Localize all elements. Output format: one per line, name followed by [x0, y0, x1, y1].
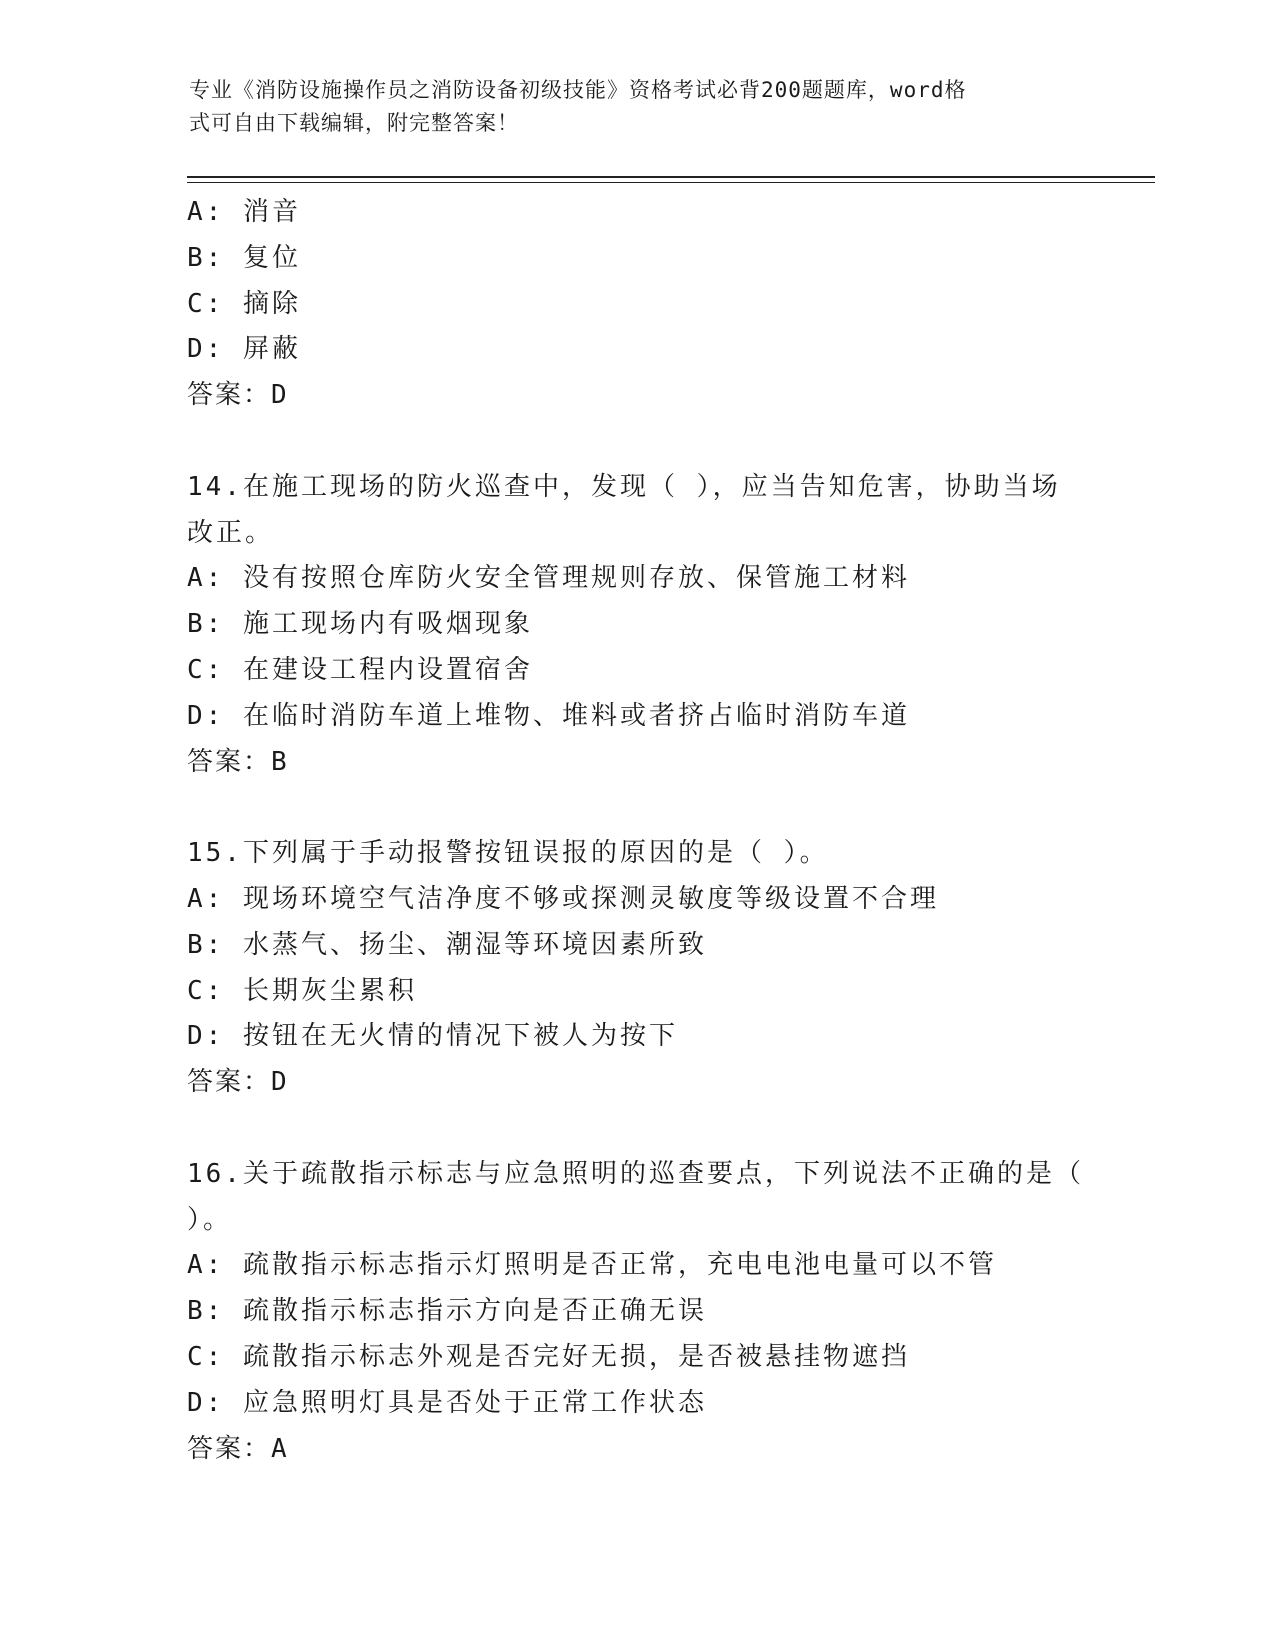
option-c: C: 疏散指示标志外观是否完好无损，是否被悬挂物遮挡 — [187, 1341, 910, 1372]
header-rule-thin — [187, 182, 1155, 183]
answer-line: 答案：D — [187, 380, 289, 411]
option-b: B: 施工现场内有吸烟现象 — [187, 609, 533, 640]
answer-line: 答案：B — [187, 746, 289, 777]
question-stem: 14.在施工现场的防火巡查中，发现（ ），应当告知危害，协助当场 — [187, 471, 1061, 502]
option-a: A: 没有按照仓库防火安全管理规则存放、保管施工材料 — [187, 563, 910, 594]
option-c: C: 长期灰尘累积 — [187, 975, 417, 1006]
option-d: D: 在临时消防车道上堆物、堆料或者挤占临时消防车道 — [187, 700, 910, 731]
option-b: B: 疏散指示标志指示方向是否正确无误 — [187, 1296, 707, 1327]
header-line-2: 式可自由下载编辑，附完整答案！ — [189, 111, 519, 135]
spacer — [187, 785, 1087, 831]
question-stem: 16.关于疏散指示标志与应急照明的巡查要点，下列说法不正确的是（ — [187, 1158, 1084, 1189]
question-list — [187, 190, 1087, 1472]
option-a: A: 现场环境空气洁净度不够或探测灵敏度等级设置不合理 — [187, 883, 939, 914]
question-stem-continued: 改正。 — [187, 517, 275, 548]
spacer — [187, 419, 1087, 465]
prev-question-block — [187, 190, 1087, 419]
header-line-1: 专业《消防设施操作员之消防设备初级技能》资格考试必背200题题库，word格 — [189, 78, 967, 102]
answer-line: 答案：A — [187, 1433, 289, 1464]
option-d: D: 应急照明灯具是否处于正常工作状态 — [187, 1387, 707, 1418]
question-stem: 15.下列属于手动报警按钮误报的原因的是（ ）。 — [187, 838, 829, 869]
spacer — [187, 1106, 1087, 1152]
question-14 — [187, 465, 1087, 786]
option-a: A: 疏散指示标志指示灯照明是否正常，充电电池电量可以不管 — [187, 1250, 997, 1281]
option-c: C: 摘除 — [187, 288, 301, 319]
question-16 — [187, 1152, 1087, 1473]
document-header — [189, 74, 1069, 140]
option-d: D: 按钮在无火情的情况下被人为按下 — [187, 1021, 678, 1052]
question-15 — [187, 831, 1087, 1106]
question-stem-continued: ）。 — [187, 1204, 233, 1235]
header-rule-thick — [187, 176, 1155, 178]
option-a: A: 消音 — [187, 197, 301, 227]
option-c: C: 在建设工程内设置宿舍 — [187, 654, 533, 685]
answer-line: 答案：D — [187, 1067, 289, 1098]
option-b: B: 水蒸气、扬尘、潮湿等环境因素所致 — [187, 929, 707, 960]
option-b: B: 复位 — [187, 242, 301, 273]
option-d: D: 屏蔽 — [187, 334, 301, 365]
